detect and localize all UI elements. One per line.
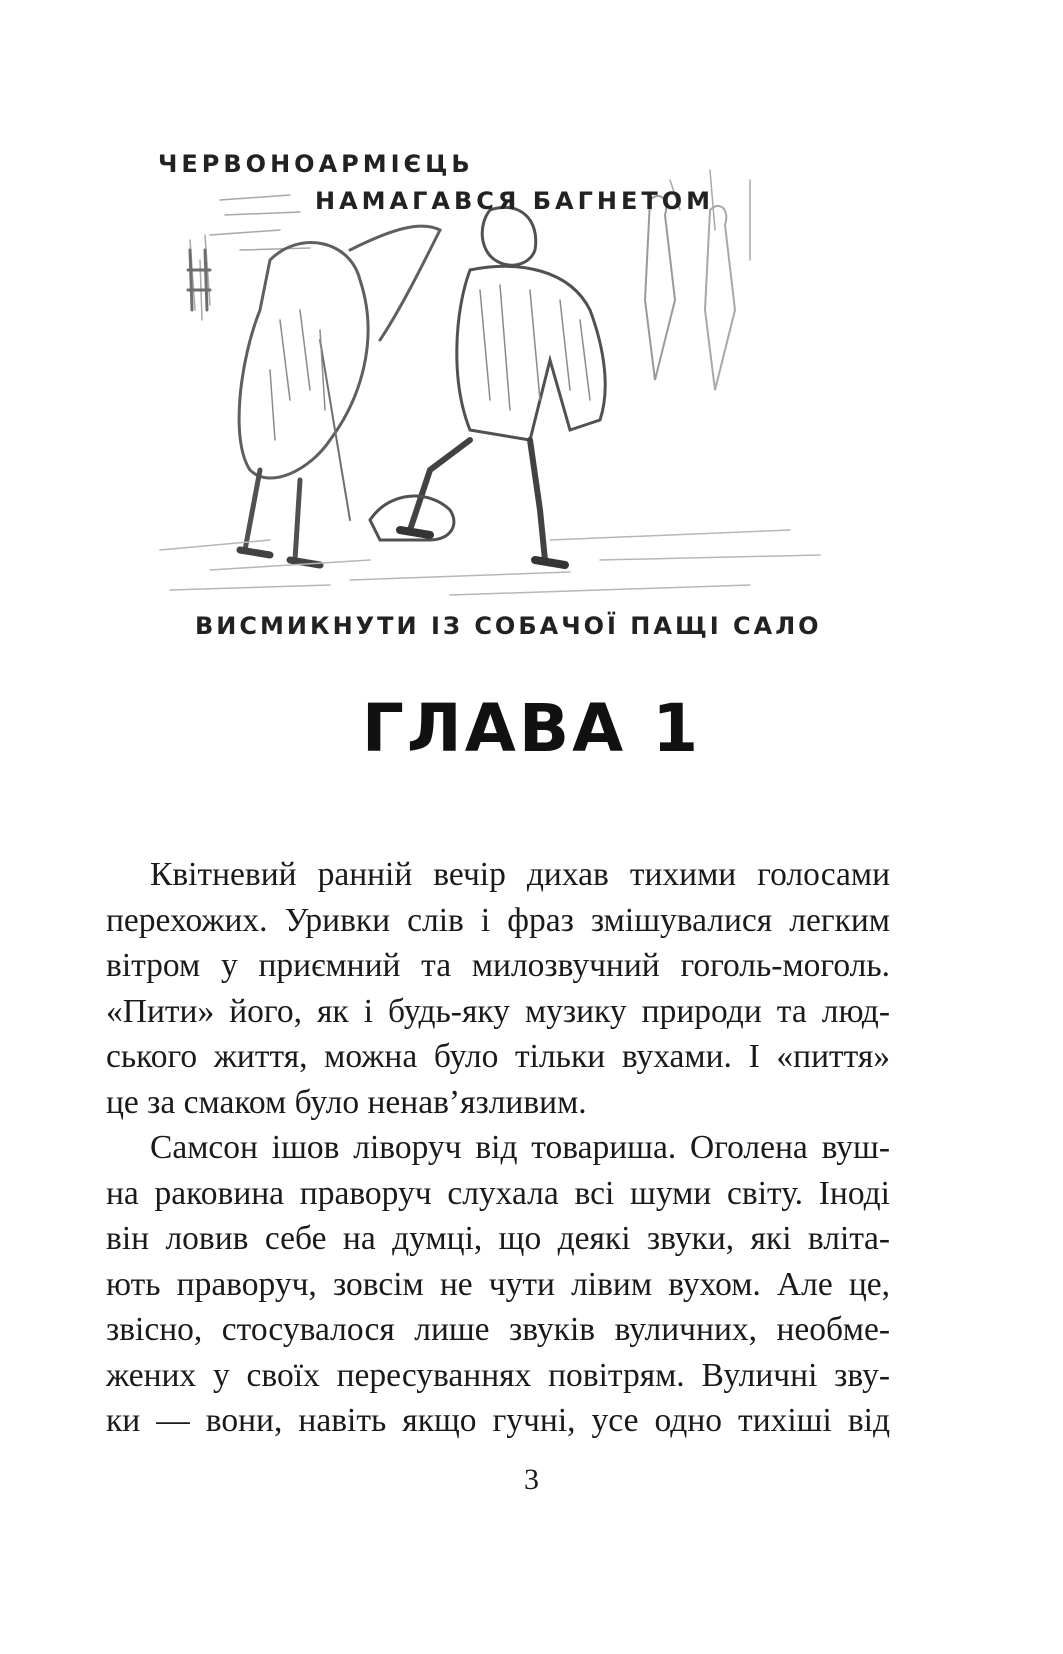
text-line: ють праворуч, зовсім не чути лівим вухом. Але це, [106,1265,890,1303]
body-text [106,852,890,1444]
illustration-caption-top-2: НАМАГАВСЯ БАГНЕТОМ [315,187,715,215]
text-line: звісно, стосувалося лише звуків вуличних, необме- [106,1311,890,1348]
text-line: ського життя, можна було тільки вухами. І «пиття» [106,1038,890,1075]
illustration-caption-top-1: ЧЕРВОНОАРМІЄЦЬ [158,150,474,178]
paragraph [106,1125,890,1444]
paragraph [106,852,890,1125]
page-number: 3 [524,1463,539,1496]
text-line: він ловив себе на думці, що деякі звуки, які влітa- [106,1220,890,1257]
text-line: ки — вони, навіть якщо гучні, усе одно тихіші від [106,1402,890,1439]
text-line: на раковина праворуч слухала всі шуми світу. Іноді [106,1174,890,1212]
text-line: Самсон ішов ліворуч від товариша. Оголена вуш- [150,1129,890,1166]
text-line: «Пити» його, як і будь-яку музику природи та люд- [106,992,890,1030]
illustration-caption-bottom: ВИСМИКНУТИ ІЗ СОБАЧОЇ ПАЩІ САЛО [195,612,822,640]
text-line: перехожих. Уривки слів і фраз змішувалися легким [106,901,890,939]
text-line: жених у своїх пересуваннях повітрям. Вуличні зву- [106,1356,890,1394]
text-line: Квітневий ранній вечір дихав тихими голосами [150,856,890,893]
chapter-title: ГЛАВА 1 [361,690,702,767]
chapter-illustration [150,140,830,650]
sketch-illustration-icon [150,140,830,650]
text-line: це за смаком було ненав’язливим. [106,1083,587,1121]
text-line: вітром у приємний та милозвучний гоголь-моголь. [106,947,890,984]
